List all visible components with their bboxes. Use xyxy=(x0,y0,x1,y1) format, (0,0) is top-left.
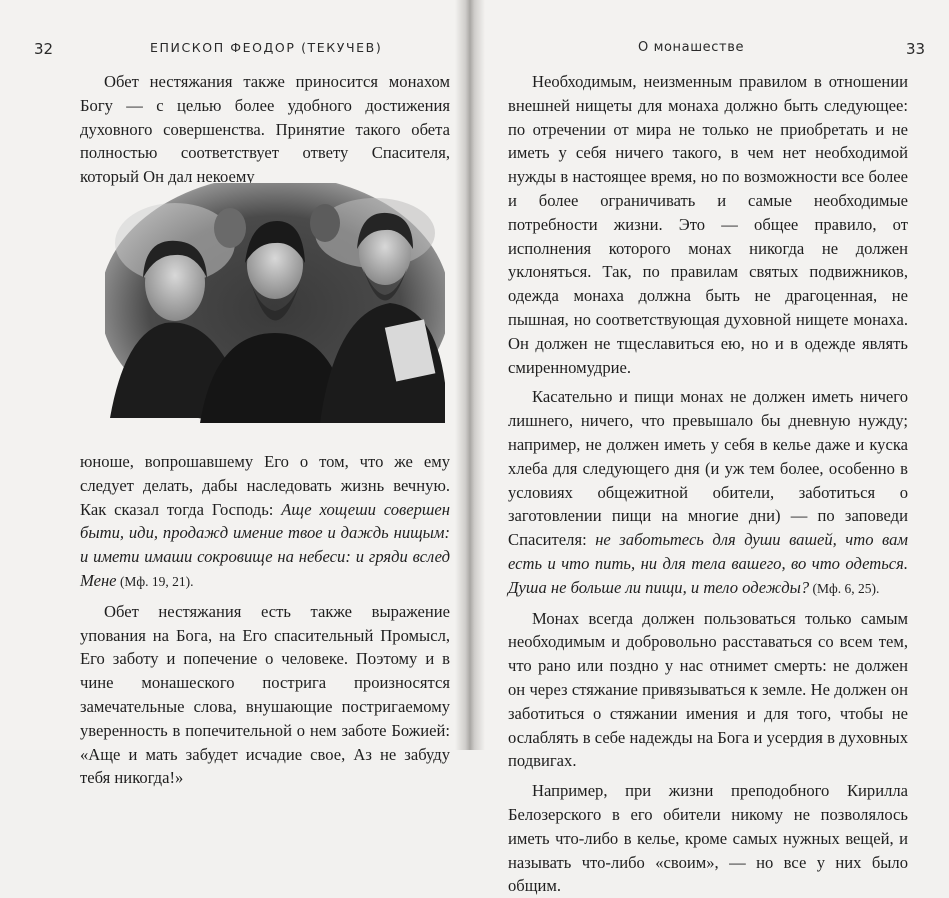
text-run: Касательно и пищи монах не должен иметь ничего лишнего, ничего, что превышало бы дневную нужду; например, не должен иметь у себя в келье даже и куска хлеба для следующего дня (и уж тем более, особенно в условиях общежитной обители, заботиться о заготовлении пищи на многие дни) — по заповеди Спасителя: xyxy=(508,387,908,550)
scripture-reference: (Мф. 6, 25). xyxy=(809,580,880,596)
scripture-quote: не заботьтесь для души вашей, что вам есть и что пить, ни для тела вашего, во что одеться. Душа не больше ли пищи, и тело одежды? xyxy=(508,530,908,597)
left-text-bottom xyxy=(80,450,450,790)
running-head-left: ЕПИСКОП ФЕОДОР (ТЕКУЧЕВ) xyxy=(150,40,383,55)
left-text-top xyxy=(80,70,450,189)
paragraph: Обет нестяжания также приносится монахом Богу — с целью более удобного достижения духовного совершенства. Принятие такого обета полностью соответствует ответу Спасителя, который Он дал некоему xyxy=(80,72,450,187)
text-run: юноше, вопрошавшему Его о том, что же ему следует делать, дабы наследовать жизнь вечную. Как сказал тогда Господь: xyxy=(80,452,450,519)
paragraph: Монах всегда должен пользоваться только самым необходимым и добровольно расставаться со всем тем, что рано или поздно у нас отнимет смерть: не должен он через стяжание привязываться к земле. Не должен он заботиться о стяжании имения и для того, чтобы не ослаблять в себе надежды на Бога и усердия в духовных подвигах. xyxy=(508,608,908,771)
scripture-quote: Аще хощеши совершен быти, иди, продажд имение твое и даждь нищым: и имети имаши сокровище на небеси: и гряди вслед Мене xyxy=(80,499,450,590)
paragraph: Необходимым, неизменным правилом в отношении внешней нищеты для монаха должно быть следующее: по отречении от мира не только не приобретать и не иметь у себя ничего такого, в чем нет необходимой нужды в настоящее время, но по возможности все более и более ограничивать и самые необходимые потребности жизни. Это — общее правило, от исполнения которого монах никогда не должен уклоняться. Так, по правилам святых подвижников, одежда монаха должна быть не драгоценная, не пышная, но соответствующая духовной нищете монаха. Он должен не тщеславиться ею, но и в одежде являть смиренномудрие. xyxy=(508,72,908,377)
paragraph xyxy=(508,385,908,600)
scripture-reference: (Мф. 19, 21). xyxy=(116,573,194,589)
running-head-right: О монашестве xyxy=(638,40,745,55)
paragraph-continued xyxy=(80,450,450,594)
right-page xyxy=(478,0,949,896)
page-number-right: 33 xyxy=(906,40,926,58)
paragraph: Например, при жизни преподобного Кирилла Белозерского в его обители никому не позволялось иметь что-либо в келье, кроме самых нужных вещей, и называть что-либо «своим», — но все у них было общим. xyxy=(508,781,908,896)
left-page xyxy=(0,0,463,788)
book-gutter xyxy=(455,0,485,750)
paragraph: Обет нестяжания есть также выражение упования на Бога, на Его спасительный Промысл, Его заботу и попечение о человеке. Поэтому и в чине монашеского пострига произносятся замечательные слова, внушающие постригаемому уверенность в попечительной о нем заботе Божией: «Аще и мать забудет исчадие свое, Аз не забуду тебя никогда!» xyxy=(80,601,450,788)
photo-monks xyxy=(105,183,445,423)
right-text xyxy=(508,70,908,898)
page-number-left: 32 xyxy=(34,40,54,58)
